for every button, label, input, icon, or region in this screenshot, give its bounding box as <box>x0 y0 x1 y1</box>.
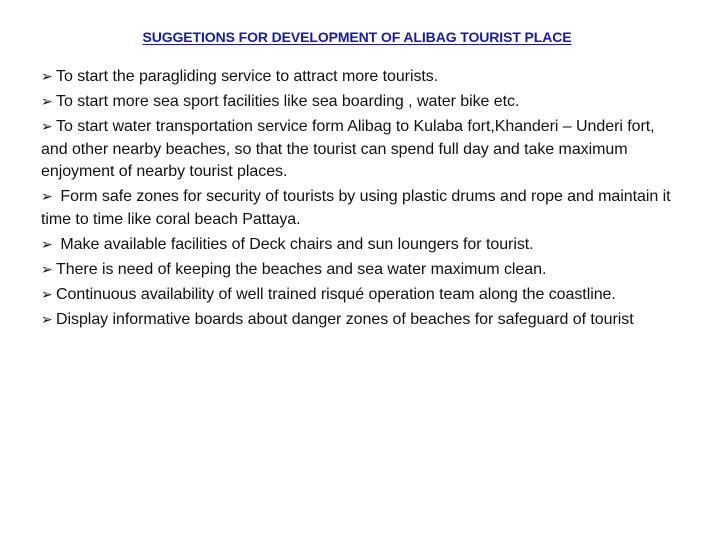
arrow-bullet-icon: ➢ <box>41 69 53 85</box>
list-item <box>41 259 671 282</box>
slide-title: SUGGETIONS FOR DEVELOPMENT OF ALIBAG TOURIST PLACE <box>142 29 572 45</box>
bullet-text: To start more sea sport facilities like sea boarding , water bike etc. <box>56 93 520 111</box>
arrow-bullet-icon: ➢ <box>41 189 53 206</box>
arrow-bullet-icon: ➢ <box>41 312 53 329</box>
list-item <box>41 186 671 231</box>
bullet-text: Display informative boards about danger zones of beaches for safeguard of tourist <box>56 311 634 329</box>
bullet-text: Form safe zones for security of tourists by using plastic drums and rope and maintain it time to time like coral beach Pattaya. <box>41 188 671 229</box>
bullet-text: Continuous availability of well trained risqué operation team along the coastline. <box>56 286 616 304</box>
list-item <box>41 234 671 257</box>
bullet-text: Make available facilities of Deck chairs and sun loungers for tourist. <box>56 236 534 254</box>
arrow-bullet-icon: ➢ <box>41 94 53 111</box>
arrow-bullet-icon: ➢ <box>41 287 53 304</box>
list-item <box>41 91 671 114</box>
arrow-bullet-icon: ➢ <box>41 262 53 279</box>
suggestions-list <box>41 66 671 335</box>
list-item <box>41 309 671 332</box>
bullet-text: To start the paragliding service to attract more tourists. <box>56 68 439 85</box>
list-item <box>41 284 671 307</box>
list-item <box>41 66 671 89</box>
bullet-text: To start water transportation service form Alibag to Kulaba fort,Khanderi – Underi fort, and other nearby beaches, so that the tourist can spend full day and take maximum enjoyment of nearby tourist places. <box>41 118 655 181</box>
arrow-bullet-icon: ➢ <box>41 119 53 136</box>
list-item <box>41 116 671 184</box>
bullet-text: There is need of keeping the beaches and sea water maximum clean. <box>56 261 547 279</box>
arrow-bullet-icon: ➢ <box>41 237 53 254</box>
